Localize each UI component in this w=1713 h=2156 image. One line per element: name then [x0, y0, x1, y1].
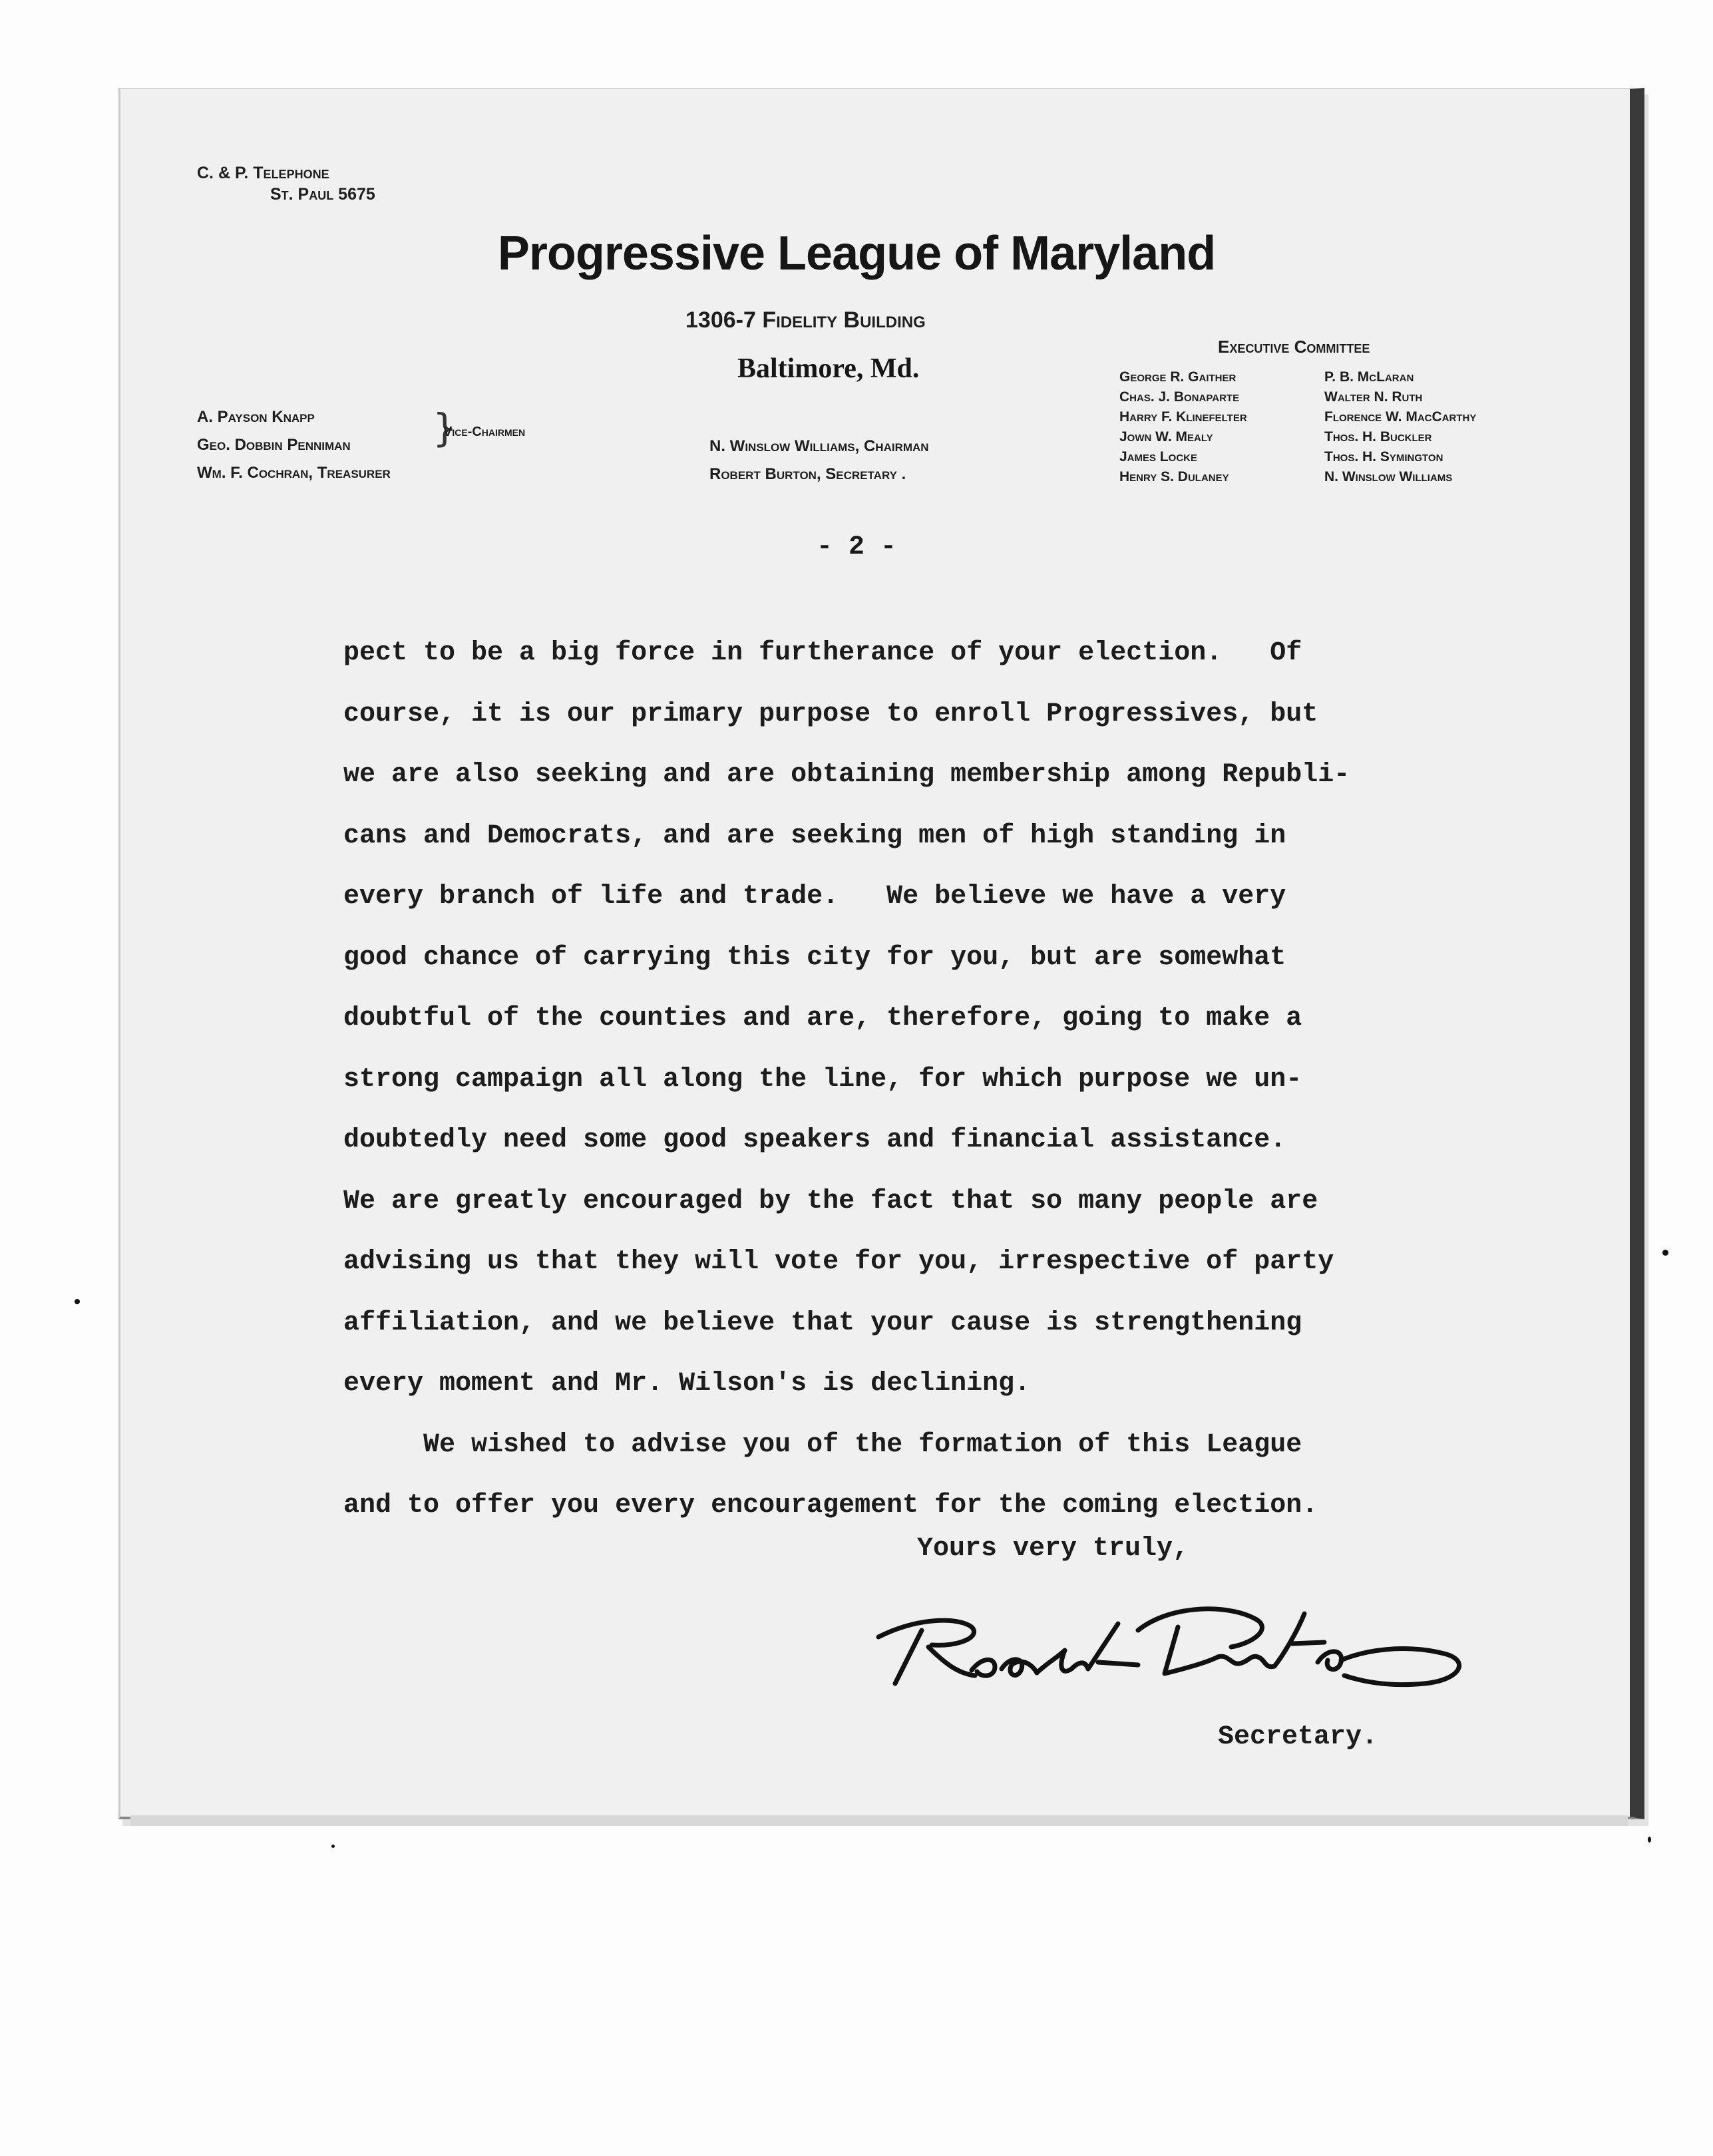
committee-member: Thos. H. Buckler [1324, 429, 1432, 445]
committee-member: Florence W. MacCarthy [1324, 409, 1477, 425]
sheet-shadow [130, 1815, 1628, 1826]
body-line: We are greatly encouraged by the fact that so many people are [343, 1186, 1318, 1216]
treasurer: Wm. F. Cochran, Treasurer [197, 464, 391, 482]
chair-block [709, 433, 929, 488]
telephone-label: C. & P. Telephone [197, 164, 329, 182]
body-line: every moment and Mr. Wilson's is declining. [343, 1369, 1031, 1399]
body-line: affiliation, and we believe that your cause is strengthening [343, 1308, 1302, 1338]
committee-member: Harry F. Klinefelter [1119, 409, 1247, 425]
page-number: - 2 - [816, 532, 897, 562]
body-line: and to offer you every encouragement for the coming election. [343, 1491, 1318, 1521]
vice-chairman-1: A. Payson Knapp [197, 408, 315, 426]
signature-title: Secretary. [1218, 1722, 1378, 1752]
telephone-block [197, 162, 375, 205]
speck [75, 1299, 80, 1304]
committee-member: N. Winslow Williams [1324, 469, 1453, 484]
body-line: every branch of life and trade. We believe we have a very [343, 882, 1286, 912]
committee-member: George R. Gaither [1119, 369, 1237, 385]
organization-name: Progressive League of Maryland [497, 227, 1216, 280]
letter-body [343, 623, 1488, 1536]
speck [1648, 1837, 1651, 1843]
executive-committee-title: Executive Committee [1218, 337, 1370, 357]
committee-member: P. B. McLaran [1324, 369, 1414, 385]
executive-committee-column-1 [1119, 367, 1247, 487]
body-line: doubtedly need some good speakers and financial assistance. [343, 1125, 1286, 1155]
speck [331, 1845, 335, 1848]
officers-block [197, 403, 391, 487]
body-line: We wished to advise you of the formation of this League [343, 1429, 1302, 1460]
body-line: we are also seeking and are obtaining membership among Republi- [343, 760, 1350, 790]
telephone-number: St. Paul 5675 [270, 185, 375, 204]
chairman: N. Winslow Williams, Chairman [709, 437, 929, 455]
secretary: Robert Burton, Secretary . [709, 465, 906, 483]
committee-member: Walter N. Ruth [1324, 389, 1423, 405]
body-line: advising us that they will vote for you, irrespective of party [343, 1247, 1334, 1277]
signature [858, 1590, 1491, 1704]
body-line: cans and Democrats, and are seeking men of high standing in [343, 820, 1286, 851]
committee-member: James Locke [1119, 449, 1198, 464]
speck [1662, 1250, 1668, 1256]
committee-member: Thos. H. Symington [1324, 449, 1443, 464]
body-line: course, it is our primary purpose to enroll Progressives, but [343, 699, 1318, 729]
closing: Yours very truly, [917, 1534, 1189, 1564]
body-line: good chance of carrying this city for you, but are somewhat [343, 942, 1286, 973]
committee-member: Henry S. Dulaney [1119, 469, 1229, 484]
committee-member: Jown W. Mealy [1119, 429, 1213, 445]
address: 1306-7 Fidelity Building [685, 307, 926, 333]
body-line: pect to be a big force in furtherance of your election. Of [343, 638, 1302, 668]
city: Baltimore, Md. [737, 353, 920, 384]
vice-chairmen-label: Vice-Chairmen [443, 425, 526, 439]
committee-member: Chas. J. Bonaparte [1119, 389, 1240, 405]
vice-chairman-2: Geo. Dobbin Penniman [197, 436, 351, 454]
body-line: doubtful of the counties and are, therefore, going to make a [343, 1003, 1302, 1033]
brace-icon: } [433, 405, 457, 450]
executive-committee-column-2 [1324, 367, 1476, 487]
body-line: strong campaign all along the line, for which purpose we un- [343, 1064, 1302, 1095]
